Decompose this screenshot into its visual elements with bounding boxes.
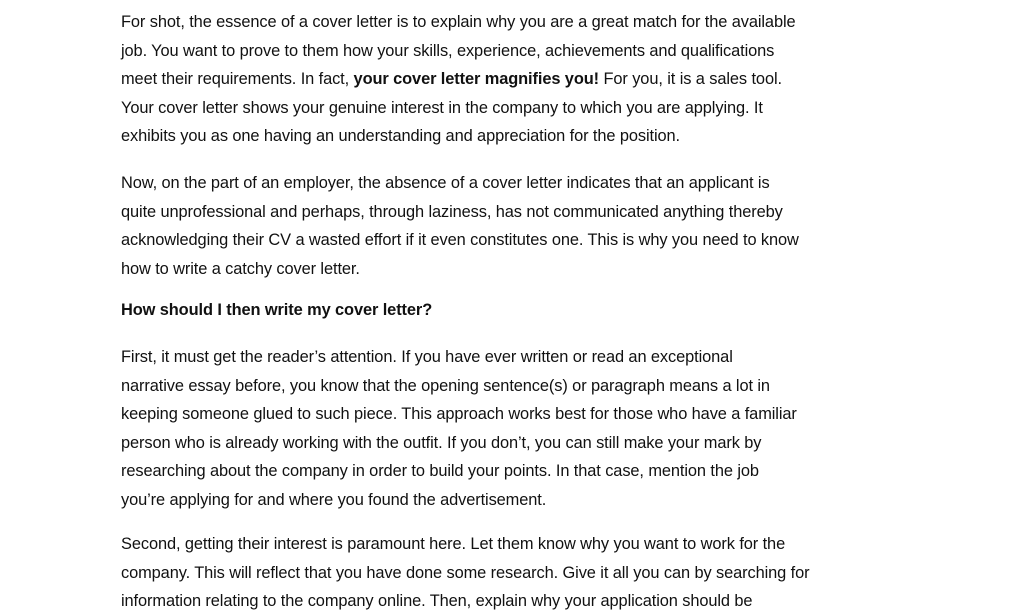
- text-line: exhibits you as one having an understanding and appreciation for the position.: [121, 127, 680, 145]
- text-line: person who is already working with the outfit. If you don’t, you can still make your mark by: [121, 433, 762, 452]
- text-run: meet their requirements. In fact,: [121, 70, 354, 88]
- text-line: Second, getting their interest is paramount here. Let them know why you want to work for the: [121, 535, 786, 553]
- text-line: quite unprofessional and perhaps, through laziness, has not communicated anything thereby: [121, 202, 783, 221]
- text-line: you’re applying for and where you found the advertisement.: [121, 490, 547, 509]
- bold-emphasis: your cover letter magnifies you!: [353, 70, 600, 88]
- paragraph-employer-view: [121, 169, 921, 283]
- text-line: First, it must get the reader’s attention. If you have ever written or read an exceptional: [121, 348, 733, 366]
- text-line: job. You want to prove to them how your skills, experience, achievements and qualifications: [121, 41, 775, 60]
- text-line: Your cover letter shows your genuine interest in the company to which you are applying. It: [121, 98, 763, 117]
- text-line: acknowledging their CV a wasted effort if it even constitutes one. This is why you need to know: [121, 231, 799, 249]
- text-line: how to write a catchy cover letter.: [121, 259, 360, 278]
- text-line: information relating to the company online. Then, explain why your application should be: [121, 592, 753, 610]
- text-line: keeping someone glued to such piece. This approach works best for those who have a familiar: [121, 405, 797, 423]
- text-run: For you, it is a sales tool.: [599, 70, 782, 88]
- text-line: company. This will reflect that you have done some research. Give it all you can by searching for: [121, 563, 810, 582]
- text-line: narrative essay before, you know that the opening sentence(s) or paragraph means a lot in: [121, 376, 770, 395]
- paragraph-get-interest: [121, 530, 921, 616]
- paragraph-cover-letter-essence: [121, 8, 921, 151]
- text-line: researching about the company in order to build your points. In that case, mention the job: [121, 462, 759, 480]
- text-line: [121, 65, 921, 94]
- section-heading: How should I then write my cover letter?: [121, 301, 433, 319]
- paragraph-get-attention: [121, 343, 921, 514]
- text-line: Now, on the part of an employer, the absence of a cover letter indicates that an applicant is: [121, 174, 770, 192]
- text-line: For shot, the essence of a cover letter is to explain why you are a great match for the available: [121, 13, 796, 31]
